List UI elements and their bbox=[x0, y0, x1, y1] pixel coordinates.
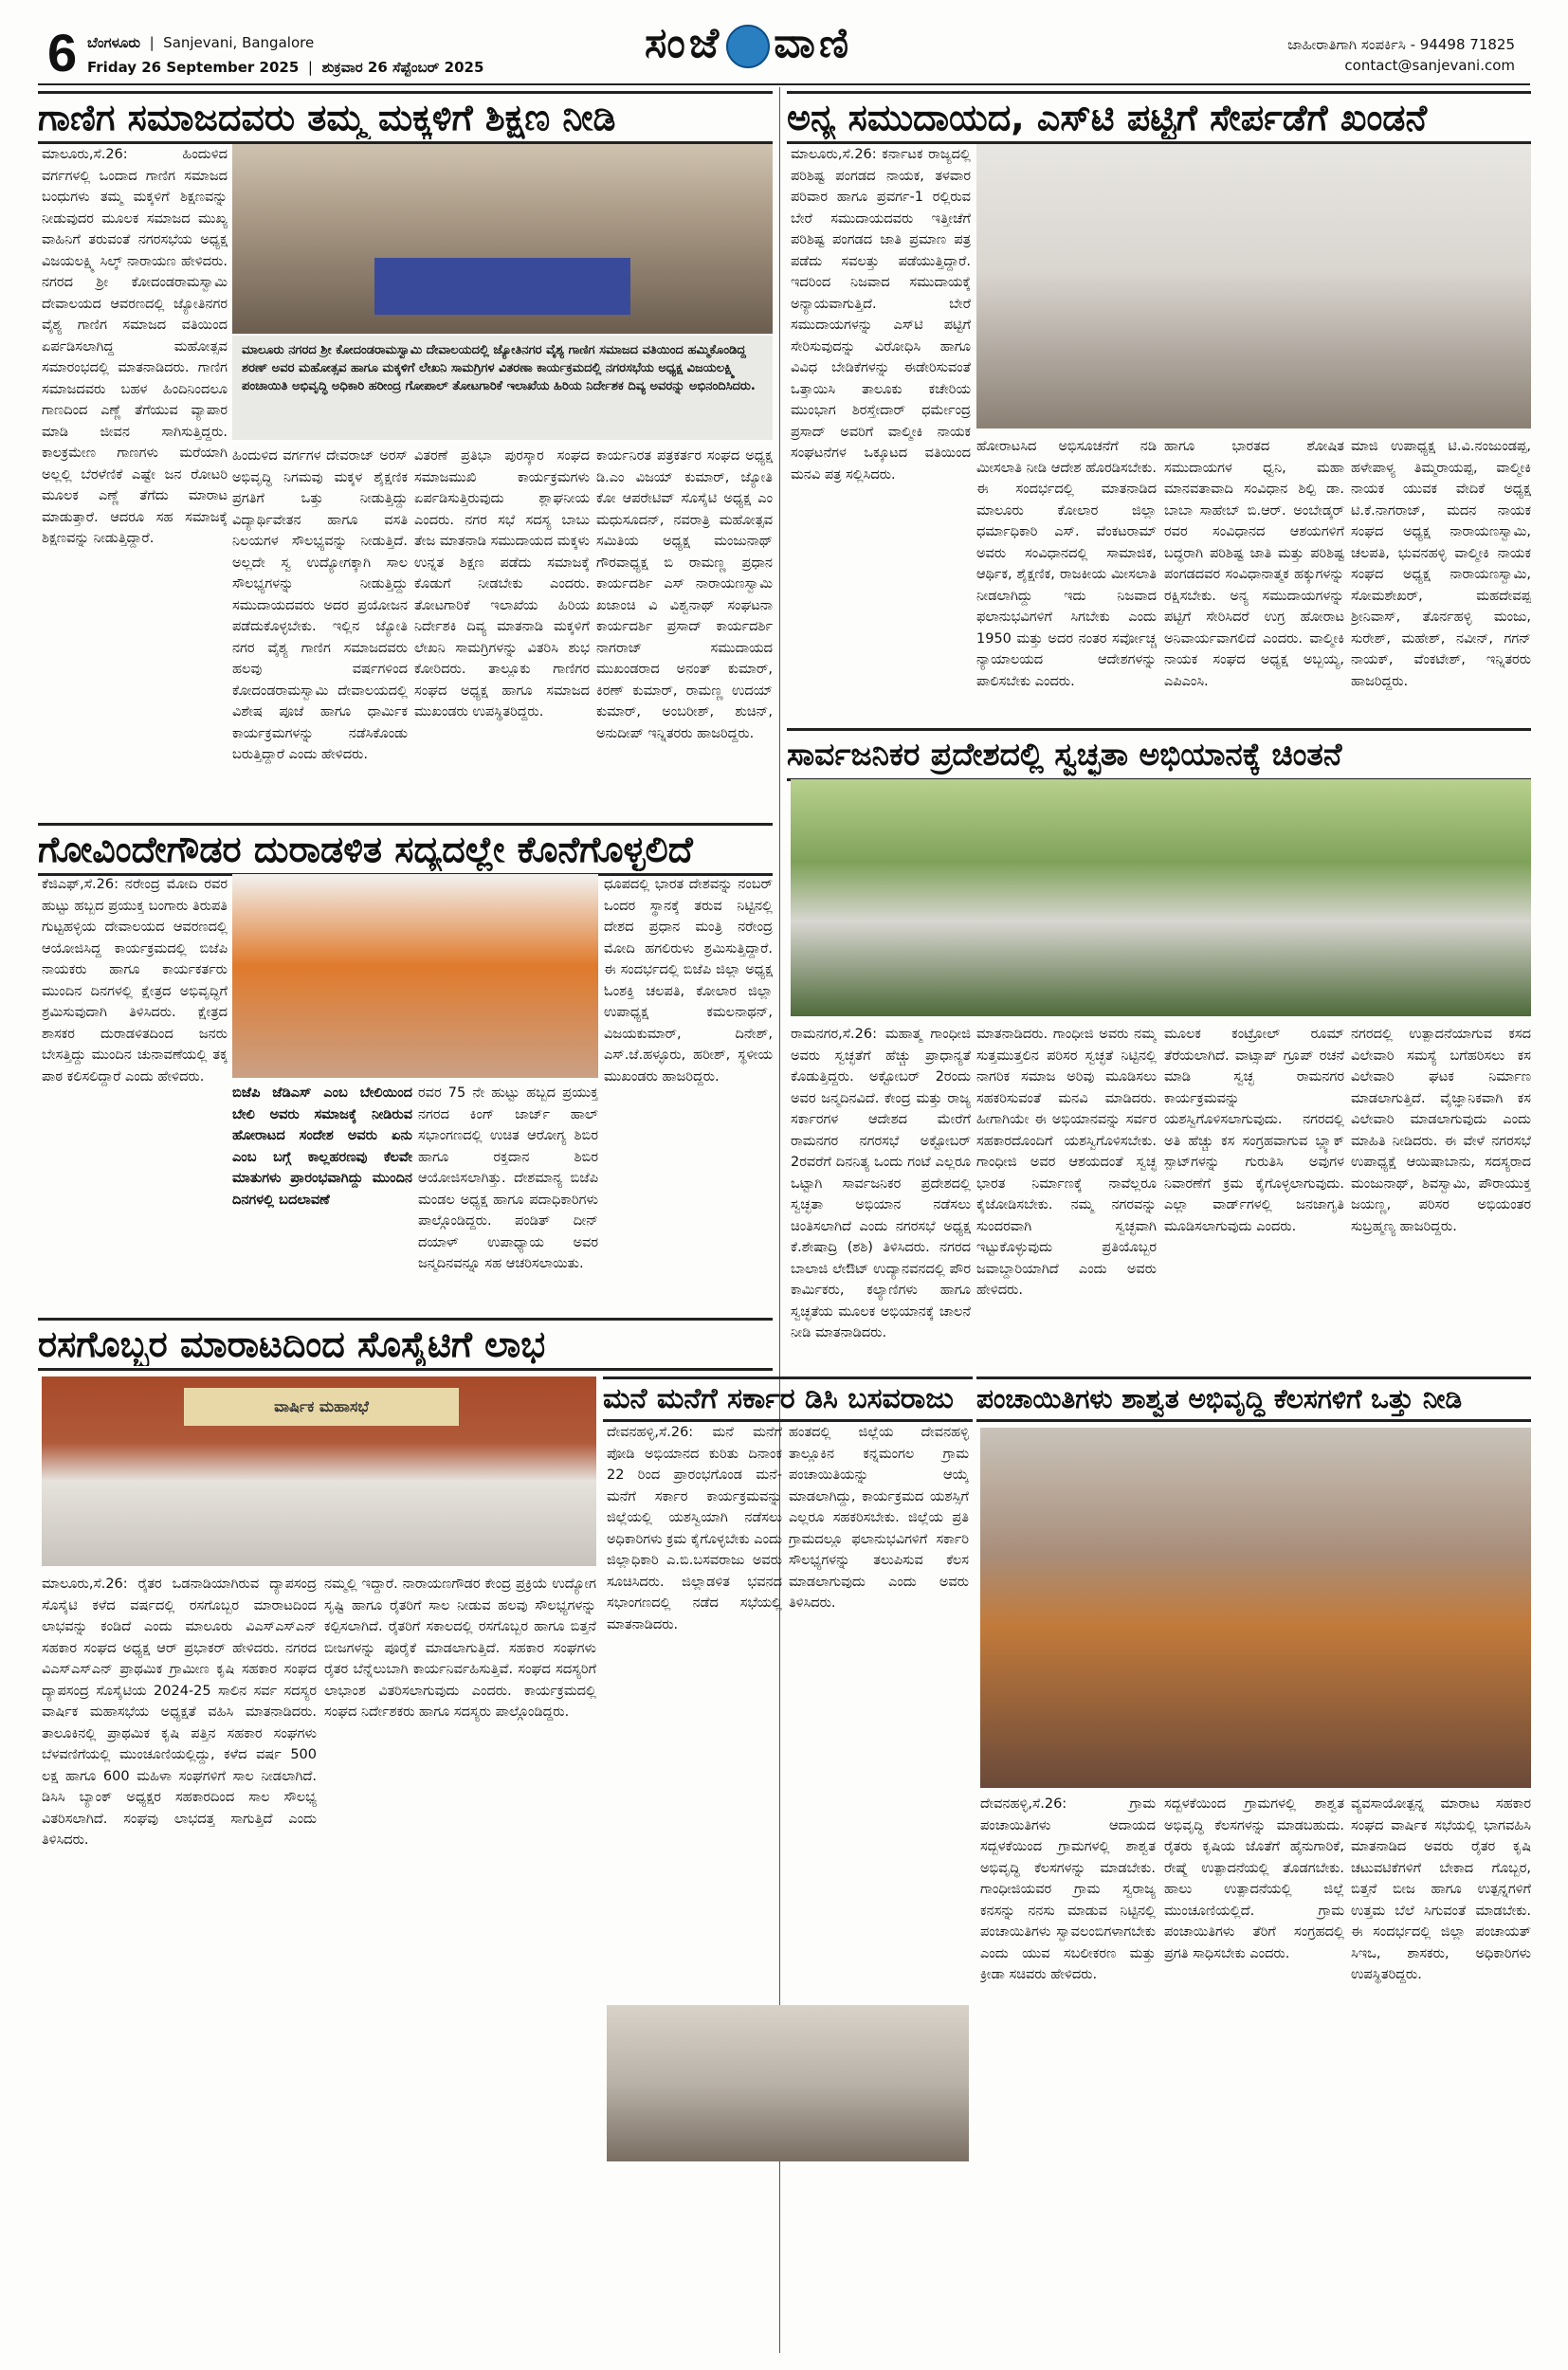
article-2-col-3: ಮಾಜಿ ಉಪಾಧ್ಯಕ್ಷ ಟಿ.ವಿ.ನಂಜುಂಡಪ್ಪ, ಹಳೇಪಾಳ್ಯ ತಿಮ್ಮರಾಯಪ್ಪ, ವಾಲ್ಮೀಕಿ ನಾಯಕ ಯುವಕ ವೇದಿಕೆ ಅಧ್ಯಕ್ಷ ಟಿ.ಕೆ.ನಾಗರಾಜ್, ಮದನ ನಾಯಕ ಸಂಘದ ಅಧ್ಯಕ್ಷ ನಾರಾಯಣಸ್ವಾಮಿ, ಚಲಪತಿ, ಭುವನಹಳ್ಳಿ ವಾಲ್ಮೀಕಿ ನಾಯಕ ಸಂಘದ ಅಧ್ಯಕ್ಷ ನಾರಾಯಣಸ್ವಾಮಿ, ಸೋಮಶೇಖರ್, ಮಹದೇವಪ್ಪ ಶ್ರೀನಿವಾಸ್, ತೊರ್ನಹಳ್ಳಿ ಮಂಜು, ಸುರೇಶ್, ಮಹೇಶ್, ನವೀನ್, ಗಗನ್ ನಾಯಕ್, ವೆಂಕಟೇಶ್, ಇನ್ನಿತರರು ಹಾಜರಿದ್ದರು. bbox=[1351, 439, 1531, 689]
article-4-photo bbox=[232, 874, 598, 1078]
article-3-photo bbox=[791, 779, 1531, 1016]
date-kn: ಶುಕ್ರವಾರ 26 ಸೆಪ್ಟೆಂಬರ್ 2025 bbox=[321, 59, 484, 76]
dove-logo-icon bbox=[726, 25, 770, 68]
article-2-headline: ಅನ್ಯ ಸಮುದಾಯದ, ಎಸ್‌ಟಿ ಪಟ್ಟಿಗೆ ಸೇರ್ಪಡೆಗೆ ಖಂಡನೆ bbox=[787, 97, 1428, 138]
article-1-col-3: ವಿತರಣೆ ಪ್ರತಿಭಾ ಪುರಸ್ಕಾರ ಸಂಘದ ಸಮಾಜಮುಖಿ ಕಾರ್ಯಕ್ರಮಗಳು ಏರ್ಪಡಿಸುತ್ತಿರುವುದು ಶ್ಲಾಘನೀಯ ಎಂದರು. ನಗರ ಸಭೆ ಸದಸ್ಯ ಬಾಬು ತೇಜ ಮಾತನಾಡಿ ಸಮುದಾಯದ ಮಕ್ಕಳು ಉನ್ನತ ಶಿಕ್ಷಣ ಪಡೆದು ಸಮಾಜಕ್ಕೆ ಕೊಡುಗೆ ನೀಡಬೇಕು ಎಂದರು. ತೋಟಗಾರಿಕೆ ಇಲಾಖೆಯ ಹಿರಿಯ ನಿರ್ದೇಶಕಿ ದಿವ್ಯ ಮಾತನಾಡಿ ಮಕ್ಕಳಿಗೆ ಲೇಖನಿ ಸಾಮಗ್ರಿಗಳನ್ನು ವಿತರಿಸಿ ಶುಭ ಕೋರಿದರು. ತಾಲ್ಲೂಕು ಗಾಣಿಗರ ಸಂಘದ ಅಧ್ಯಕ್ಷ ಹಾಗೂ ಸಮಾಜದ ಮುಖಂಡರು ಉಪಸ್ಥಿತರಿದ್ದರು. bbox=[414, 448, 590, 720]
article-3-headline-bar bbox=[787, 728, 1531, 781]
masthead bbox=[0, 0, 1568, 87]
article-1-col-4: ಕಾರ್ಯನಿರತ ಪತ್ರಕರ್ತರ ಸಂಘದ ಅಧ್ಯಕ್ಷ ಡಿ.ಎಂ ವಿಜಯ್ ಕುಮಾರ್, ಜ್ಯೋತಿ ಕೋ ಆಪರೇಟಿವ್ ಸೊಸೈಟಿ ಅಧ್ಯಕ್ಷ ಎಂ ಮಧುಸೂದನ್, ನವರಾತ್ರಿ ಮಹೋತ್ಸವ ಸಮಿತಿಯ ಅಧ್ಯಕ್ಷ ಮಂಜುನಾಥ್ ಗೌರವಾಧ್ಯಕ್ಷ ಬಿ ರಾಮಣ್ಣ ಪ್ರಧಾನ ಕಾರ್ಯದರ್ಶಿ ಎಸ್ ನಾರಾಯಣಸ್ವಾಮಿ ಖಜಾಂಚಿ ವಿ ವಿಶ್ವನಾಥ್ ಸಂಘಟನಾ ಕಾರ್ಯದರ್ಶಿ ಪ್ರಸಾದ್ ಕಾರ್ಯದರ್ಶಿ ನಾಗರಾಜ್ ಸಮುದಾಯದ ಮುಖಂಡರಾದ ಅನಂತ್ ಕುಮಾರ್, ಕಿರಣ್ ಕುಮಾರ್, ರಾಮಣ್ಣ ಉದಯ್ ಕುಮಾರ್, ಅಂಬರೀಶ್, ಶುಚಿನ್, ಅನುದೀಪ್ ಇನ್ನಿತರರು ಹಾಜರಿದ್ದರು. bbox=[596, 448, 773, 741]
article-5-photo bbox=[42, 1376, 596, 1566]
article-4-col-1: ಕೆಜಿಎಫ್,ಸೆ.26: ನರೇಂದ್ರ ಮೋದಿ ರವರ ಹುಟ್ಟು ಹಬ್ಬದ ಪ್ರಯುಕ್ತ ಬಂಗಾರು ತಿರುಪತಿ ಗುಟ್ಟಹಳ್ಳಿಯ ದೇವಾಲಯದ ಆವರಣದಲ್ಲಿ ಆಯೋಜಿಸಿದ್ದ ಕಾರ್ಯಕ್ರಮದಲ್ಲಿ ಬಿಜೆಪಿ ನಾಯಕರು ಹಾಗೂ ಕಾರ್ಯಕರ್ತರು ಮುಂದಿನ ದಿನಗಳಲ್ಲಿ ಕ್ಷೇತ್ರದ ಅಭಿವೃದ್ಧಿಗೆ ಶ್ರಮಿಸುವುದಾಗಿ ತಿಳಿಸಿದರು. ಕ್ಷೇತ್ರದ ಶಾಸಕರ ದುರಾಡಳಿತದಿಂದ ಜನರು ಬೇಸತ್ತಿದ್ದು ಮುಂದಿನ ಚುನಾವಣೆಯಲ್ಲಿ ತಕ್ಕ ಪಾಠ ಕಲಿಸಲಿದ್ದಾರೆ ಎಂದು ಹೇಳಿದರು. bbox=[42, 877, 228, 1085]
article-5-headline-bar bbox=[38, 1318, 773, 1371]
article-5-headline: ರಸಗೊಬ್ಬರ ಮಾರಾಟದಿಂದ ಸೊಸೈಟಿಗೆ ಲಾಭ bbox=[38, 1323, 546, 1365]
ad-contact: ಜಾಹೀರಾತಿಗಾಗಿ ಸಂಪರ್ಕಿಸಿ - 94498 71825 bbox=[1287, 36, 1515, 53]
article-4-headline-bar bbox=[38, 823, 773, 876]
article-3-headline: ಸಾರ್ವಜನಿಕರ ಪ್ರದೇಶದಲ್ಲಿ ಸ್ವಚ್ಛತಾ ಅಭಿಯಾನಕ್ಕೆ ಚಿಂತನೆ bbox=[787, 736, 1342, 773]
article-4-col-2: ರವರ 75 ನೇ ಹುಟ್ಟು ಹಬ್ಬದ ಪ್ರಯುಕ್ತ ನಗರದ ಕಿಂಗ್ ಜಾರ್ಜ್ ಹಾಲ್ ಸಭಾಂಗಣದಲ್ಲಿ ಉಚಿತ ಆರೋಗ್ಯ ಶಿಬಿರ ಹಾಗೂ ರಕ್ತದಾನ ಶಿಬಿರ ಆಯೋಜಿಸಲಾಗಿತ್ತು. ದೇಶಮಾನ್ಯ ಬಿಜೆಪಿ ಮಂಡಲ ಅಧ್ಯಕ್ಷ ಹಾಗೂ ಪದಾಧಿಕಾರಿಗಳು ಪಾಲ್ಗೊಂಡಿದ್ದರು. ಪಂಡಿತ್ ದೀನ್ ದಯಾಳ್ ಉಪಾಧ್ಯಾಯ ಅವರ ಜನ್ಮದಿನವನ್ನೂ ಸಹ ಆಚರಿಸಲಾಯಿತು. bbox=[418, 1085, 598, 1271]
article-7-headline: ಪಂಚಾಯಿತಿಗಳು ಶಾಶ್ವತ ಅಭಿವೃದ್ಧಿ ಕೆಲಸಗಳಿಗೆ ಒತ್ತು ನೀಡಿ bbox=[976, 1383, 1463, 1414]
date-line: Friday 26 September 2025 | ಶುಕ್ರವಾರ 26 ಸೆಪ್ಟೆಂಬರ್ 2025 bbox=[87, 59, 484, 76]
article-6-col-2: ಹಂತದಲ್ಲಿ ಜಿಲ್ಲೆಯ ದೇವನಹಳ್ಳಿ ತಾಲ್ಲೂಕಿನ ಕನ್ನಮಂಗಲ ಗ್ರಾಮ ಪಂಚಾಯಿತಿಯನ್ನು ಆಯ್ಕೆ ಮಾಡಲಾಗಿದ್ದು, ಕಾರ್ಯಕ್ರಮದ ಯಶಸ್ಸಿಗೆ ಎಲ್ಲರೂ ಸಹಕರಿಸಬೇಕು. ಜಿಲ್ಲೆಯ ಪ್ರತಿ ಗ್ರಾಮದಲ್ಲೂ ಫಲಾನುಭವಿಗಳಿಗೆ ಸರ್ಕಾರಿ ಸೌಲಭ್ಯಗಳನ್ನು ತಲುಪಿಸುವ ಕೆಲಸ ಮಾಡಲಾಗುವುದು ಎಂದು ಅವರು ತಿಳಿಸಿದರು. bbox=[789, 1425, 969, 1611]
article-3-col-2: ಮಾತನಾಡಿದರು. ಗಾಂಧೀಜಿ ಅವರು ನಮ್ಮ ಸುತ್ತಮುತ್ತಲಿನ ಪರಿಸರ ಸ್ವಚ್ಛತೆ ನಿಟ್ಟಿನಲ್ಲಿ ನಾಗರಿಕ ಸಮಾಜ ಅರಿವು ಮೂಡಿಸಲು ಸಹಕರಿಸುವಂತೆ ಮನವಿ ಮಾಡಿದರು. ಹೀಗಾಗಿಯೇ ಈ ಅಭಿಯಾನವನ್ನು ಸರ್ವರ ಸಹಕಾರದೊಂದಿಗೆ ಯಶಸ್ವಿಗೊಳಿಸಬೇಕು. ಗಾಂಧೀಜಿ ಅವರ ಆಶಯದಂತೆ ಸ್ವಚ್ಛ ಭಾರತ ನಿರ್ಮಾಣಕ್ಕೆ ನಾವೆಲ್ಲರೂ ಕೈಜೋಡಿಸಬೇಕು. ನಮ್ಮ ನಗರವನ್ನು ಸುಂದರವಾಗಿ ಸ್ವಚ್ಛವಾಗಿ ಇಟ್ಟುಕೊಳ್ಳುವುದು ಪ್ರತಿಯೊಬ್ಬರ ಜವಾಬ್ದಾರಿಯಾಗಿದೆ ಎಂದು ಅವರು ಹೇಳಿದರು. bbox=[976, 1027, 1157, 1298]
article-1-headline: ಗಾಣಿಗ ಸಮಾಜದವರು ತಮ್ಮ ಮಕ್ಕಳಿಗೆ ಶಿಕ್ಷಣ ನೀಡಿ bbox=[38, 97, 616, 138]
article-7-col-1: ದೇವನಹಳ್ಳಿ,ಸೆ.26: ಗ್ರಾಮ ಪಂಚಾಯಿತಿಗಳು ಆದಾಯದ ಸದ್ಬಳಕೆಯಿಂದ ಗ್ರಾಮಗಳಲ್ಲಿ ಶಾಶ್ವತ ಅಭಿವೃದ್ಧಿ ಕೆಲಸಗಳನ್ನು ಮಾಡಬೇಕು. ಗಾಂಧೀಜಿಯವರ ಗ್ರಾಮ ಸ್ವರಾಜ್ಯ ಕನಸನ್ನು ನನಸು ಮಾಡುವ ನಿಟ್ಟಿನಲ್ಲಿ ಪಂಚಾಯಿತಿಗಳು ಸ್ವಾವಲಂಬಿಗಳಾಗಬೇಕು ಎಂದು ಯುವ ಸಬಲೀಕರಣ ಮತ್ತು ಕ್ರೀಡಾ ಸಚಿವರು ಹೇಳಿದರು. bbox=[980, 1796, 1156, 1982]
event-banner: ವಾರ್ಷಿಕ ಮಹಾಸಭೆ bbox=[184, 1388, 459, 1426]
stage-table bbox=[374, 258, 630, 315]
article-1-caption: ಮಾಲೂರು ನಗರದ ಶ್ರೀ ಕೋದಂಡರಾಮಸ್ವಾಮಿ ದೇವಾಲಯದಲ್ಲಿ ಜ್ಯೋತಿನಗರ ವೈಶ್ಯ ಗಾಣಿಗ ಸಮಾಜದ ವತಿಯಿಂದ ಹಮ್ಮಿಕೊಂಡಿದ್ದ ಶರಣ್ ಅವರ ಮಹೋತ್ಸವ ಹಾಗೂ ಮಕ್ಕಳಿಗೆ ಲೇಖನಿ ಸಾಮಗ್ರಿಗಳ ವಿತರಣಾ ಕಾರ್ಯಕ್ರಮದಲ್ಲಿ ನಗರಸಭೆಯ ಅಧ್ಯಕ್ಷ ವಿಜಯಲಕ್ಷ್ಮಿ ಪಂಚಾಯಿತಿ ಅಭಿವೃದ್ಧಿ ಅಧಿಕಾರಿ ಹರೀಂದ್ರ ಗೋಪಾಲ್ ತೋಟಗಾರಿಕೆ ಇಲಾಖೆಯ ಹಿರಿಯ ನಿರ್ದೇಶಕ ದಿವ್ಯ ಅವರನ್ನು ಅಭಿನಂದಿಸಿದರು. bbox=[232, 336, 773, 440]
article-6-headline: ಮನೆ ಮನೆಗೆ ಸರ್ಕಾರ ಡಿಸಿ ಬಸವರಾಜು bbox=[603, 1382, 954, 1415]
city-label: ಬೆಂಗಳೂರು bbox=[87, 34, 141, 51]
article-7-headline-bar bbox=[976, 1376, 1531, 1422]
article-1-headline-bar bbox=[38, 91, 773, 144]
article-2-col-1: ಹೋರಾಟಸಿದ ಅಭಿಸೂಚನೆಗೆ ನಡಿ ಮೀಸಲಾತಿ ನೀಡಿ ಆದೇಶ ಹೊರಡಿಸಬೇಕು. ಈ ಸಂದರ್ಭದಲ್ಲಿ ಮಾತನಾಡಿದ ಮಾಲೂರು ಕೋಲಾರ ಜಿಲ್ಲಾ ಧರ್ಮಾಧಿಕಾರಿ ಎಸ್. ವೆಂಕಟರಾಮ್ ಅವರು ಸಂವಿಧಾನದಲ್ಲಿ ಸಾಮಾಜಿಕ, ಆರ್ಥಿಕ, ಶೈಕ್ಷಣಿಕ, ರಾಜಕೀಯ ಮೀಸಲಾತಿ ನೀಡಲಾಗಿದ್ದು ಇದು ನಿಜವಾದ ಫಲಾನುಭವಿಗಳಿಗೆ ಸಿಗಬೇಕು ಎಂದು 1950 ಮತ್ತು ಅದರ ನಂತರ ಸರ್ವೋಚ್ಚ ನ್ಯಾಯಾಲಯದ ಆದೇಶಗಳನ್ನು ಪಾಲಿಸಬೇಕು ಎಂದರು. bbox=[976, 439, 1157, 689]
article-4-col-3: ಧೂಪದಲ್ಲಿ ಭಾರತ ದೇಶವನ್ನು ನಂಬರ್ ಒಂದರ ಸ್ಥಾನಕ್ಕೆ ತರುವ ನಿಟ್ಟಿನಲ್ಲಿ ದೇಶದ ಪ್ರಧಾನ ಮಂತ್ರಿ ನರೇಂದ್ರ ಮೋದಿ ಹಗಲಿರುಳು ಶ್ರಮಿಸುತ್ತಿದ್ದಾರೆ. ಈ ಸಂದರ್ಭದಲ್ಲಿ ಬಿಜೆಪಿ ಜಿಲ್ಲಾ ಅಧ್ಯಕ್ಷ ಓಂಶಕ್ತಿ ಚಲಪತಿ, ಕೋಲಾರ ಜಿಲ್ಲಾ ಉಪಾಧ್ಯಕ್ಷ ಕಮಲನಾಥನ್, ವಿಜಯಕುಮಾರ್, ದಿನೇಶ್, ಎಸ್.ಜೆ.ಹಳ್ಳೂರು, ಹರೀಶ್, ಸ್ಥಳೀಯ ಮುಖಂಡರು ಹಾಜರಿದ್ದರು. bbox=[604, 877, 773, 1085]
article-5-col-1: ಮಾಲೂರು,ಸೆ.26: ರೈತರ ಒಡನಾಡಿಯಾಗಿರುವ ದ್ಯಾಪಸಂದ್ರ ಸೊಸೈಟಿ ಕಳೆದ ವರ್ಷದಲ್ಲಿ ರಸಗೊಬ್ಬರ ಮಾರಾಟದಿಂದ ಲಾಭವನ್ನು ಕಂಡಿದೆ ಎಂದು ಮಾಲೂರು ವಿಎಸ್‌ಎಸ್‌ಎನ್ ಸಹಕಾರ ಸಂಘದ ಅಧ್ಯಕ್ಷ ಆರ್ ಪ್ರಭಾಕರ್ ಹೇಳಿದರು. ನಗರದ ವಿಎಸ್‌ಎಸ್‌ಎನ್ ಪ್ರಾಥಮಿಕ ಗ್ರಾಮೀಣ ಕೃಷಿ ಸಹಕಾರ ಸಂಘದ ದ್ಯಾಪಸಂದ್ರ ಸೊಸೈಟಿಯ 2024-25 ಸಾಲಿನ ಸರ್ವ ಸದಸ್ಯರ ವಾರ್ಷಿಕ ಮಹಾಸಭೆಯ ಅಧ್ಯಕ್ಷತೆ ವಹಿಸಿ ಮಾತನಾಡಿದರು. ತಾಲೂಕಿನಲ್ಲಿ ಪ್ರಾಥಮಿಕ ಕೃಷಿ ಪತ್ತಿನ ಸಹಕಾರ ಸಂಘಗಳು ಬೆಳವಣಿಗೆಯಲ್ಲಿ ಮುಂಚೂಣಿಯಲ್ಲಿದ್ದು, ಕಳೆದ ವರ್ಷ 500 ಲಕ್ಷ ಹಾಗೂ 600 ಮಹಿಳಾ ಸಂಘಗಳಿಗೆ ಸಾಲ ನೀಡಲಾಗಿದೆ. ಡಿಸಿಸಿ ಬ್ಯಾಂಕ್ ಅಧ್ಯಕ್ಷರ ಸಹಕಾರದಿಂದ ಸಾಲ ಸೌಲಭ್ಯ ವಿತರಿಸಲಾಗಿದೆ. ಸಂಘವು ಲಾಭದತ್ತ ಸಾಗುತ್ತಿದೆ ಎಂದು ತಿಳಿಸಿದರು. bbox=[42, 1577, 317, 1848]
article-7-col-3: ವ್ಯವಸಾಯೋತ್ಪನ್ನ ಮಾರಾಟ ಸಹಕಾರ ಸಂಘದ ವಾರ್ಷಿಕ ಸಭೆಯಲ್ಲಿ ಭಾಗವಹಿಸಿ ಮಾತನಾಡಿದ ಅವರು ರೈತರ ಕೃಷಿ ಚಟುವಟಿಕೆಗಳಿಗೆ ಬೇಕಾದ ಗೊಬ್ಬರ, ಬಿತ್ತನೆ ಬೀಜ ಹಾಗೂ ಉತ್ಪನ್ನಗಳಿಗೆ ಉತ್ತಮ ಬೆಲೆ ಸಿಗುವಂತೆ ಮಾಡಬೇಕು. ಈ ಸಂದರ್ಭದಲ್ಲಿ ಜಿಲ್ಲಾ ಪಂಚಾಯತ್ ಸಿಇಒ, ಶಾಸಕರು, ಅಧಿಕಾರಿಗಳು ಉಪಸ್ಥಿತರಿದ್ದರು. bbox=[1351, 1796, 1531, 1982]
page-number: 6 bbox=[47, 23, 78, 82]
article-2-photo bbox=[976, 144, 1531, 428]
article-1-col-2: ಹಿಂದುಳಿದ ವರ್ಗಗಳ ದೇವರಾಜ್ ಅರಸ್ ಅಭಿವೃದ್ಧಿ ನಿಗಮವು ಮಕ್ಕಳ ಶೈಕ್ಷಣಿಕ ಪ್ರಗತಿಗೆ ಒತ್ತು ನೀಡುತ್ತಿದ್ದು ವಿದ್ಯಾರ್ಥಿವೇತನ ಹಾಗೂ ವಸತಿ ನಿಲಯಗಳ ಸೌಲಭ್ಯವನ್ನು ನೀಡುತ್ತಿದೆ. ಅಲ್ಲದೇ ಸ್ವ ಉದ್ಯೋಗಕ್ಕಾಗಿ ಸಾಲ ಸೌಲಭ್ಯಗಳನ್ನು ನೀಡುತ್ತಿದ್ದು ಸಮುದಾಯದವರು ಅದರ ಪ್ರಯೋಜನ ಪಡೆದುಕೊಳ್ಳಬೇಕು. ಇಲ್ಲಿನ ಜ್ಯೋತಿ ನಗರ ವೈಶ್ಯ ಗಾಣಿಗ ಸಮಾಜದವರು ಹಲವು ವರ್ಷಗಳಿಂದ ಕೋದಂಡರಾಮಸ್ವಾಮಿ ದೇವಾಲಯದಲ್ಲಿ ವಿಶೇಷ ಪೂಜೆ ಹಾಗೂ ಧಾರ್ಮಿಕ ಕಾರ್ಯಕ್ರಮಗಳನ್ನು ನಡೆಸಿಕೊಂಡು ಬರುತ್ತಿದ್ದಾರೆ ಎಂದು ಹೇಳಿದರು. bbox=[232, 448, 408, 762]
article-4-caption: ಬಿಜೆಪಿ ಜೆಡಿಎಸ್ ಎಂಬ ಬೇಲಿಯಿಂದ ಬೇಲಿ ಅವರು ಸಮಾಜಕ್ಕೆ ನೀಡಿರುವ ಹೋರಾಟದ ಸಂದೇಶ ಅವರು ಏನು ಎಂಬ ಬಗ್ಗೆ ಕಾಲ್ಲಹರಣವು ಕೆಲವೇ ಮಾತುಗಳು ಪ್ರಾರಂಭವಾಗಿದ್ದು ಮುಂದಿನ ದಿನಗಳಲ್ಲಿ ಬದಲಾವಣೆ bbox=[232, 1085, 412, 1208]
article-6-photo bbox=[607, 2005, 969, 2161]
masthead-rule bbox=[38, 83, 1530, 85]
edition-line: ಬೆಂಗಳೂರು | Sanjevani, Bangalore bbox=[87, 34, 315, 51]
newspaper-logo bbox=[645, 19, 852, 68]
article-5-col-2: ನಮ್ಮಲ್ಲಿ ಇದ್ದಾರೆ. ನಾರಾಯಣಗೌಡರ ಕೇಂದ್ರ ಪ್ರಕ್ರಿಯೆ ಉದ್ಯೋಗ ಸೃಷ್ಟಿ ಹಾಗೂ ರೈತರಿಗೆ ಸಾಲ ನೀಡುವ ಹಲವು ಸೌಲಭ್ಯಗಳನ್ನು ಕಲ್ಪಿಸಲಾಗಿದೆ. ರೈತರಿಗೆ ಸಕಾಲದಲ್ಲಿ ರಸಗೊಬ್ಬರ ಹಾಗೂ ಬಿತ್ತನೆ ಬೀಜಗಳನ್ನು ಪೂರೈಕೆ ಮಾಡಲಾಗುತ್ತಿದೆ. ಸಹಕಾರ ಸಂಘಗಳು ರೈತರ ಬೆನ್ನೆಲುಬಾಗಿ ಕಾರ್ಯನಿರ್ವಹಿಸುತ್ತಿವೆ. ಸಂಘದ ಸದಸ್ಯರಿಗೆ ಲಾಭಾಂಶ ವಿತರಿಸಲಾಗುವುದು ಎಂದರು. ಕಾರ್ಯಕ್ರಮದಲ್ಲಿ ಸಂಘದ ನಿರ್ದೇಶಕರು ಹಾಗೂ ಸದಸ್ಯರು ಪಾಲ್ಗೊಂಡಿದ್ದರು. bbox=[324, 1577, 596, 1720]
article-1-photo bbox=[232, 144, 773, 334]
article-2-col-2: ಹಾಗೂ ಭಾರತದ ಶೋಷಿತ ಸಮುದಾಯಗಳ ಧ್ವನಿ, ಮಹಾ ಮಾನವತಾವಾದಿ ಸಂವಿಧಾನ ಶಿಲ್ಪಿ ಡಾ. ಬಾಬಾ ಸಾಹೇಬ್ ಬಿ.ಆರ್. ಅಂಬೇಡ್ಕರ್ ರವರ ಸಂವಿಧಾನದ ಆಶಯಗಳಿಗೆ ಬದ್ಧರಾಗಿ ಪರಿಶಿಷ್ಟ ಜಾತಿ ಮತ್ತು ಪರಿಶಿಷ್ಟ ಪಂಗಡದವರ ಸಂವಿಧಾನಾತ್ಮಕ ಹಕ್ಕುಗಳನ್ನು ರಕ್ಷಿಸಬೇಕು. ಅನ್ಯ ಸಮುದಾಯಗಳನ್ನು ಪಟ್ಟಿಗೆ ಸೇರಿಸಿದರೆ ಉಗ್ರ ಹೋರಾಟ ಅನಿವಾರ್ಯವಾಗಲಿದೆ ಎಂದರು. ವಾಲ್ಮೀಕಿ ನಾಯಕ ಸಂಘದ ಅಧ್ಯಕ್ಷ ಅಬ್ಬಯ್ಯ, ಎಪಿಎಂಸಿ. bbox=[1164, 439, 1344, 689]
article-3-col-4: ನಗರದಲ್ಲಿ ಉತ್ಪಾದನೆಯಾಗುವ ಕಸದ ವಿಲೇವಾರಿ ಸಮಸ್ಯೆ ಬಗೆಹರಿಸಲು ಕಸ ವಿಲೇವಾರಿ ಘಟಕ ನಿರ್ಮಾಣ ಮಾಡಲಾಗುತ್ತಿದೆ. ವೈಜ್ಞಾನಿಕವಾಗಿ ಕಸ ವಿಲೇವಾರಿ ಮಾಡಲಾಗುವುದು ಎಂದು ಮಾಹಿತಿ ನೀಡಿದರು. ಈ ವೇಳೆ ನಗರಸಭೆ ಉಪಾಧ್ಯಕ್ಷೆ ಆಯಿಷಾಬಾನು, ಸದಸ್ಯರಾದ ಮಂಜುನಾಥ್, ಶಿವಸ್ವಾಮಿ, ಪೌರಾಯುಕ್ತ ಜಯಣ್ಣ, ಪರಿಸರ ಅಭಿಯಂತರ ಸುಬ್ರಹ್ಮಣ್ಯ ಹಾಜರಿದ್ದರು. bbox=[1351, 1027, 1531, 1234]
article-2-col-intro: ಮಾಲೂರು,ಸೆ.26: ಕರ್ನಾಟಕ ರಾಜ್ಯದಲ್ಲಿ ಪರಿಶಿಷ್ಟ ಪಂಗಡದ ನಾಯಕ, ತಳವಾರ ಪರಿವಾರ ಹಾಗೂ ಪ್ರವರ್ಗ-1 ರಲ್ಲಿರುವ ಬೇರೆ ಸಮುದಾಯದವರು ಇತ್ತೀಚೆಗೆ ಪರಿಶಿಷ್ಟ ಪಂಗಡದ ಜಾತಿ ಪ್ರಮಾಣ ಪತ್ರ ಪಡೆದು ಸವಲತ್ತು ಪಡೆಯುತ್ತಿದ್ದಾರೆ. ಇದರಿಂದ ನಿಜವಾದ ಸಮುದಾಯಕ್ಕೆ ಅನ್ಯಾಯವಾಗುತ್ತಿದೆ. ಬೇರೆ ಸಮುದಾಯಗಳನ್ನು ಎಸ್‌ಟಿ ಪಟ್ಟಿಗೆ ಸೇರಿಸುವುದನ್ನು ವಿರೋಧಿಸಿ ಹಾಗೂ ವಿವಿಧ ಬೇಡಿಕೆಗಳನ್ನು ಈಡೇರಿಸುವಂತೆ ಒತ್ತಾಯಿಸಿ ತಾಲೂಕು ಕಚೇರಿಯ ಮುಂಭಾಗ ಶಿರಸ್ತೇದಾರ್ ಧರ್ಮೇಂದ್ರ ಪ್ರಸಾದ್ ಅವರಿಗೆ ವಾಲ್ಮೀಕಿ ನಾಯಕ ಸಂಘಟನೆಗಳ ಒಕ್ಕೂಟದ ವತಿಯಿಂದ ಮನವಿ ಪತ್ರ ಸಲ್ಲಿಸಿದರು. bbox=[791, 147, 971, 483]
logo-text-right: ವಾಣಿ bbox=[774, 19, 853, 67]
article-3-col-3: ಮೂಲಕ ಕಂಟ್ರೋಲ್ ರೂಮ್ ತೆರೆಯಲಾಗಿದೆ. ವಾಟ್ಸಾಪ್ ಗ್ರೂಪ್ ರಚನೆ ಮಾಡಿ ಸ್ವಚ್ಛ ರಾಮನಗರ ಕಾರ್ಯಕ್ರಮವನ್ನು ಯಶಸ್ವಿಗೊಳಿಸಲಾಗುವುದು. ನಗರದಲ್ಲಿ ಅತಿ ಹೆಚ್ಚು ಕಸ ಸಂಗ್ರಹವಾಗುವ ಬ್ಲ್ಯಾಕ್ ಸ್ಪಾಟ್‌ಗಳನ್ನು ಗುರುತಿಸಿ ಅವುಗಳ ನಿವಾರಣೆಗೆ ಕ್ರಮ ಕೈಗೊಳ್ಳಲಾಗುವುದು. ಎಲ್ಲಾ ವಾರ್ಡ್‌ಗಳಲ್ಲಿ ಜನಜಾಗೃತಿ ಮೂಡಿಸಲಾಗುವುದು ಎಂದರು. bbox=[1164, 1027, 1344, 1234]
date-en: Friday 26 September 2025 bbox=[87, 59, 300, 76]
article-2-headline-bar bbox=[787, 91, 1531, 144]
article-3-col-1: ರಾಮನಗರ,ಸೆ.26: ಮಹಾತ್ಮ ಗಾಂಧೀಜಿ ಅವರು ಸ್ವಚ್ಛತೆಗೆ ಹೆಚ್ಚು ಪ್ರಾಧಾನ್ಯತೆ ಕೊಡುತ್ತಿದ್ದರು. ಅಕ್ಟೋಬರ್ 2ರಂದು ಅವರ ಜನ್ಮದಿನವಿದೆ. ಕೇಂದ್ರ ಮತ್ತು ರಾಜ್ಯ ಸರ್ಕಾರಗಳ ಆದೇಶದ ಮೇರೆಗೆ ರಾಮನಗರ ನಗರಸಭೆ ಅಕ್ಟೋಬರ್ 2ರವರೆಗೆ ದಿನನಿತ್ಯ ಒಂದು ಗಂಟೆ ಎಲ್ಲರೂ ಒಟ್ಟಾಗಿ ಸಾರ್ವಜನಿಕರ ಪ್ರದೇಶದಲ್ಲಿ ಸ್ವಚ್ಛತಾ ಅಭಿಯಾನ ನಡೆಸಲು ಚಿಂತಿಸಲಾಗಿದೆ ಎಂದು ನಗರಸಭೆ ಅಧ್ಯಕ್ಷ ಕೆ.ಶೇಷಾದ್ರಿ (ಶಶಿ) ತಿಳಿಸಿದರು. ನಗರದ ಬಾಲಾಜಿ ಲೇಔಟ್ ಉದ್ಯಾನವನದಲ್ಲಿ ಪೌರ ಕಾರ್ಮಿಕರು, ಕಲ್ಯಾಣಿಗಳು ಹಾಗೂ ಸ್ವಚ್ಛತೆಯ ಮೂಲಕ ಅಭಿಯಾನಕ್ಕೆ ಚಾಲನೆ ನೀಡಿ ಮಾತನಾಡಿದರು. bbox=[791, 1027, 971, 1340]
contact-email: contact@sanjevani.com bbox=[1344, 57, 1515, 74]
logo-text-left: ಸಂಜೆ bbox=[645, 19, 723, 67]
article-4-headline: ಗೋವಿಂದೇಗೌಡರ ದುರಾಡಳಿತ ಸದ್ಯದಲ್ಲೇ ಕೊನೆಗೊಳ್ಳಲಿದೆ bbox=[38, 829, 693, 870]
article-6-col-1: ದೇವನಹಳ್ಳಿ,ಸೆ.26: ಮನೆ ಮನೆಗೆ ಪೋಡಿ ಅಭಿಯಾನದ ಕುರಿತು ದಿನಾಂಕ 22 ರಿಂದ ಪ್ರಾರಂಭಗೊಂಡ ಮನೆ-ಮನೆಗೆ ಸರ್ಕಾರ ಕಾರ್ಯಕ್ರಮವನ್ನು ಜಿಲ್ಲೆಯಲ್ಲಿ ಯಶಸ್ವಿಯಾಗಿ ನಡೆಸಲು ಅಧಿಕಾರಿಗಳು ಕ್ರಮ ಕೈಗೊಳ್ಳಬೇಕು ಎಂದು ಜಿಲ್ಲಾಧಿಕಾರಿ ಎ.ಬಿ.ಬಸವರಾಜು ಅವರು ಸೂಚಿಸಿದರು. ಜಿಲ್ಲಾಡಳಿತ ಭವನದ ಸಭಾಂಗಣದಲ್ಲಿ ನಡೆದ ಸಭೆಯಲ್ಲಿ ಮಾತನಾಡಿದರು. bbox=[607, 1425, 782, 1632]
edition-name: Sanjevani, Bangalore bbox=[163, 34, 315, 51]
article-1-col-1: ಮಾಲೂರು,ಸೆ.26: ಹಿಂದುಳಿದ ವರ್ಗಗಳಲ್ಲಿ ಒಂದಾದ ಗಾಣಿಗ ಸಮಾಜದ ಬಂಧುಗಳು ತಮ್ಮ ಮಕ್ಕಳಿಗೆ ಶಿಕ್ಷಣವನ್ನು ನೀಡುವುದರ ಮೂಲಕ ಸಮಾಜದ ಮುಖ್ಯ ವಾಹಿನಿಗೆ ತರುವಂತೆ ನಗರಸಭೆಯ ಅಧ್ಯಕ್ಷ ವಿಜಯಲಕ್ಷ್ಮಿ ಸಿಲ್ಕ್ ನಾರಾಯಣ ಹೇಳಿದರು. ನಗರದ ಶ್ರೀ ಕೋದಂಡರಾಮಸ್ವಾಮಿ ದೇವಾಲಯದ ಆವರಣದಲ್ಲಿ ಜ್ಯೋತಿನಗರ ವೈಶ್ಯ ಗಾಣಿಗ ಸಮಾಜದ ವತಿಯಿಂದ ಏರ್ಪಡಿಸಲಾಗಿದ್ದ ಮಹೋತ್ಸವ ಸಮಾರಂಭದಲ್ಲಿ ಮಾತನಾಡಿದರು. ಗಾಣಿಗ ಸಮಾಜದವರು ಬಹಳ ಹಿಂದಿನಿಂದಲೂ ಗಾಣದಿಂದ ಎಣ್ಣೆ ತೆಗೆಯುವ ವ್ಯಾಪಾರ ಮಾಡಿ ಜೀವನ ಸಾಗಿಸುತ್ತಿದ್ದರು. ಕಾಲಕ್ರಮೇಣ ಗಾಣಗಳು ಮರೆಯಾಗಿ ಅಲ್ಲಲ್ಲಿ ಬೆರಳೆಣಿಕೆ ಎಷ್ಟೇ ಜನ ರೋಟರಿ ಮೂಲಕ ಎಣ್ಣೆ ತೆಗೆದು ಮಾರಾಟ ಮಾಡುತ್ತಾರೆ. ಆದರೂ ಸಹ ಸಮಾಜಕ್ಕೆ ಶಿಕ್ಷಣವನ್ನು ನೀಡುತ್ತಿದ್ದಾರೆ. bbox=[42, 147, 228, 546]
article-7-col-2: ಸದ್ಬಳಕೆಯಿಂದ ಗ್ರಾಮಗಳಲ್ಲಿ ಶಾಶ್ವತ ಅಭಿವೃದ್ಧಿ ಕೆಲಸಗಳನ್ನು ಮಾಡಬಹುದು. ರೈತರು ಕೃಷಿಯ ಜೊತೆಗೆ ಹೈನುಗಾರಿಕೆ, ರೇಷ್ಮೆ ಉತ್ಪಾದನೆಯಲ್ಲಿ ತೊಡಗಬೇಕು. ಹಾಲು ಉತ್ಪಾದನೆಯಲ್ಲಿ ಜಿಲ್ಲೆ ಮುಂಚೂಣಿಯಲ್ಲಿದೆ. ಗ್ರಾಮ ಪಂಚಾಯಿತಿಗಳು ತೆರಿಗೆ ಸಂಗ್ರಹದಲ್ಲಿ ಪ್ರಗತಿ ಸಾಧಿಸಬೇಕು ಎಂದರು. bbox=[1164, 1796, 1344, 1961]
article-7-photo bbox=[980, 1428, 1531, 1788]
